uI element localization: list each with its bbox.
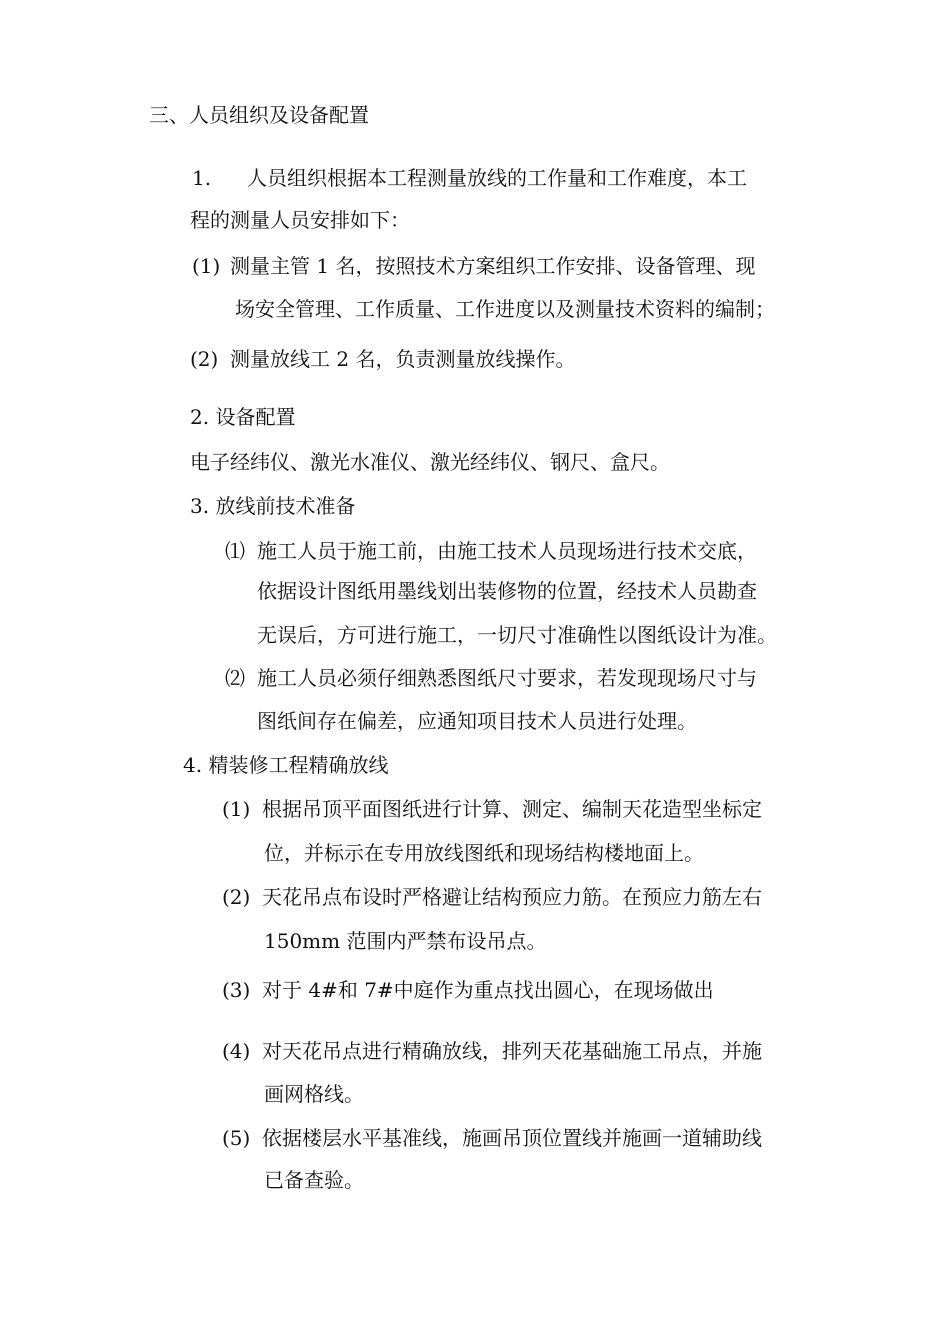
list-item-text: 无误后，方可进行施工，一切尺寸准确性以图纸设计为准。	[257, 623, 777, 647]
paragraph-number: 1.	[192, 166, 212, 190]
list-item-number: (2)	[190, 347, 219, 371]
paragraph-text: 程的测量人员安排如下：	[190, 208, 410, 232]
list-item-text: 位，并标示在专用放线图纸和现场结构楼地面上。	[264, 841, 704, 865]
list-item-number: (5)	[222, 1126, 251, 1150]
list-item-text: 依据楼层水平基准线，施画吊顶位置线并施画一道辅助线	[262, 1126, 762, 1150]
list-item-text: 施工人员必须仔细熟悉图纸尺寸要求，若发现现场尺寸与	[257, 666, 757, 690]
list-item-number: (1)	[222, 797, 251, 821]
paragraph-text: 人员组织根据本工程测量放线的工作量和工作难度，本工	[247, 166, 747, 190]
subsection-heading: 3. 放线前技术准备	[190, 494, 356, 518]
list-item-number: (1)	[192, 254, 221, 278]
list-item-text: 对于 4#和 7#中庭作为重点找出圆心，在现场做出	[262, 978, 714, 1002]
list-item-text: 图纸间存在偏差，应通知项目技术人员进行处理。	[257, 709, 697, 733]
list-item-text: 已备查验。	[264, 1168, 364, 1192]
list-item-text: 依据设计图纸用墨线划出装修物的位置，经技术人员勘查	[257, 579, 757, 603]
list-item-text: 对天花吊点进行精确放线，排列天花基础施工吊点，并施	[262, 1039, 762, 1063]
list-item-number: (3)	[222, 978, 251, 1002]
list-item-text: 测量主管 1 名，按照技术方案组织工作安排、设备管理、现	[230, 254, 756, 278]
subsection-heading: 2. 设备配置	[190, 405, 296, 429]
list-item-number: (2)	[222, 885, 251, 909]
list-item-number: ⑵	[225, 666, 245, 690]
subsection-heading: 4. 精装修工程精确放线	[183, 753, 389, 777]
list-item-text: 根据吊顶平面图纸进行计算、测定、编制天花造型坐标定	[262, 797, 762, 821]
list-item-number: ⑴	[225, 539, 245, 563]
list-item-text: 150mm 范围内严禁布设吊点。	[264, 929, 547, 953]
list-item-text: 画网格线。	[264, 1082, 364, 1106]
list-item-number: (4)	[222, 1039, 251, 1063]
list-item-text: 天花吊点布设时严格避让结构预应力筋。在预应力筋左右	[262, 885, 762, 909]
paragraph-text: 电子经纬仪、激光水准仪、激光经纬仪、钢尺、盒尺。	[190, 450, 670, 474]
list-item-text: 场安全管理、工作质量、工作进度以及测量技术资料的编制；	[235, 297, 775, 321]
section-title: 三、人员组织及设备配置	[149, 103, 369, 127]
list-item-text: 测量放线工 2 名，负责测量放线操作。	[230, 347, 576, 371]
list-item-text: 施工人员于施工前，由施工技术人员现场进行技术交底，	[257, 539, 757, 563]
